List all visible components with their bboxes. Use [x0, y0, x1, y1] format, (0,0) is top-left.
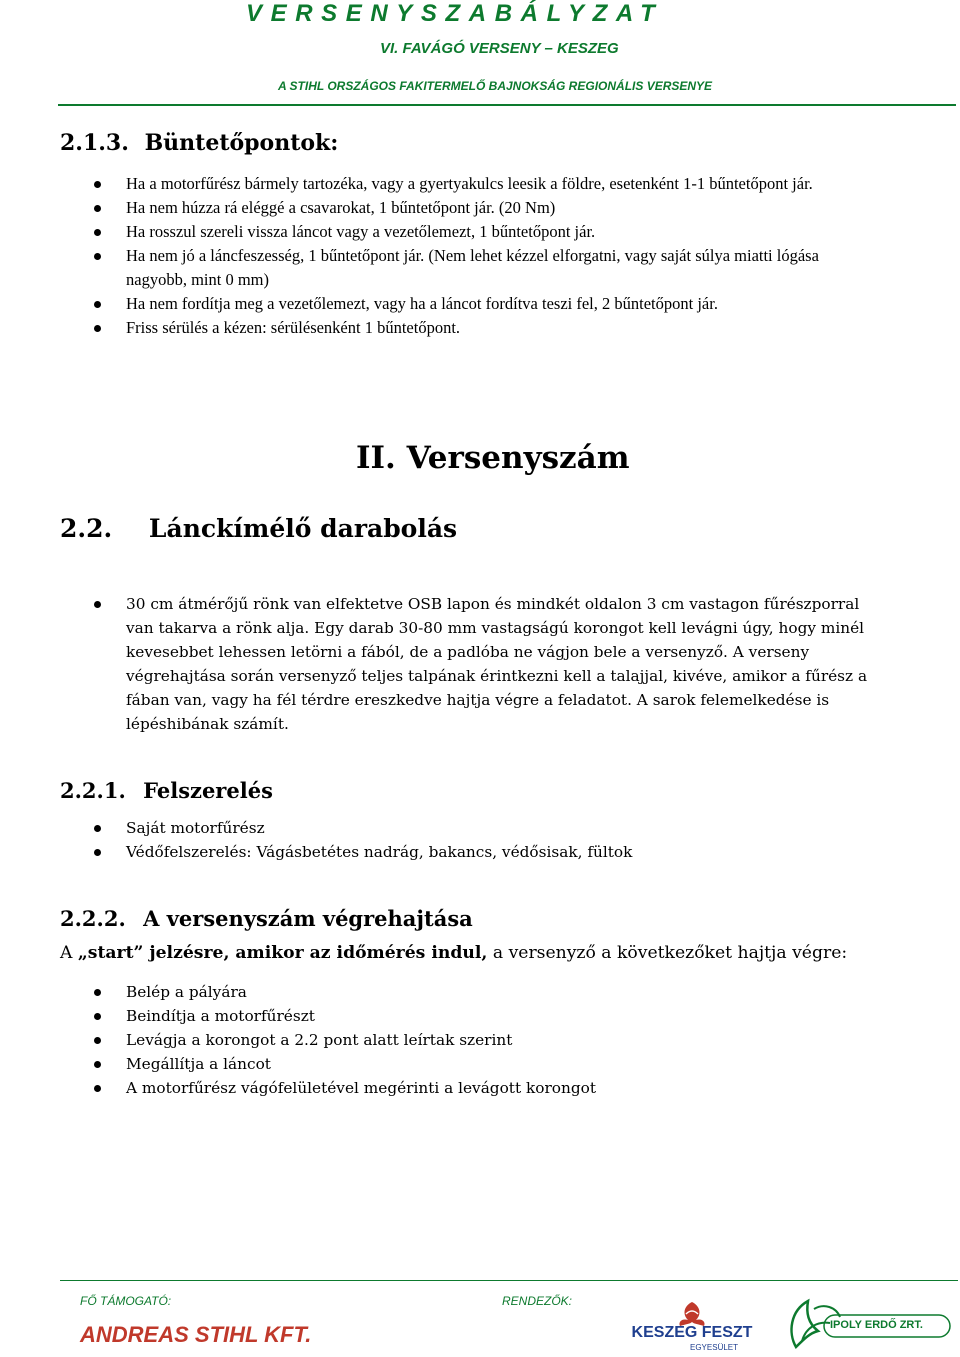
keszeg-feszt-logo	[626, 1300, 758, 1352]
section-number: 2.2.1.	[60, 778, 126, 803]
ipoly-erdo-logo	[784, 1293, 954, 1353]
sponsor-name: ANDREAS STIHL KFT.	[80, 1322, 312, 1347]
list-item: Levágja a korongot a 2.2 pont alatt leírtak szerint	[92, 1028, 912, 1052]
penalty-list	[92, 172, 912, 340]
section-221-heading	[60, 778, 273, 803]
section-title: Lánckímélő darabolás	[148, 514, 458, 543]
versenyszam-heading: II. Versenyszám	[356, 440, 630, 476]
header-divider	[58, 104, 956, 106]
section-222-intro: A „start” jelzésre, amikor az időmérés indul, a versenyző a következőket hajtja végre:	[60, 943, 848, 963]
section-number: 2.1.3.	[60, 130, 129, 156]
organizers-label: RENDEZŐK:	[502, 1294, 573, 1308]
list-item: A motorfűrész vágófelületével megérinti a levágott korongot	[92, 1076, 912, 1100]
list-item: Belép a pályára	[92, 980, 912, 1004]
section-213-heading	[60, 130, 338, 156]
document-title: VERSENYSZABÁLYZAT	[246, 0, 664, 27]
section-title: A versenyszám végrehajtása	[143, 906, 473, 931]
list-item: Ha nem jó a láncfeszesség, 1 bűntetőpont jár. (Nem lehet kézzel elforgatni, vagy saját súlya miatti lógása nagyobb, mint 0 mm)	[92, 244, 876, 292]
list-item: Ha nem húzza rá eléggé a csavarokat, 1 bűntetőpont jár. (20 Nm)	[92, 196, 912, 220]
list-item: Védőfelszerelés: Vágásbetétes nadrág, bakancs, védősisak, fültok	[92, 840, 912, 864]
list-item: Friss sérülés a kézen: sérülésenként 1 bűntetőpont.	[92, 316, 912, 340]
list-item: Megállítja a láncot	[92, 1052, 912, 1076]
keszeg-feszt-name: KESZEG FESZT	[631, 1324, 753, 1341]
keszeg-feszt-sub: EGYESÜLET	[690, 1343, 739, 1352]
section-title: Felszerelés	[143, 778, 273, 803]
section-title: Büntetőpontok:	[144, 130, 339, 156]
section-22-list	[92, 592, 912, 736]
section-22-heading	[60, 514, 457, 543]
document-tagline: A STIHL ORSZÁGOS FAKITERMELŐ BAJNOKSÁG REGIONÁLIS VERSENYE	[278, 79, 713, 93]
document-subtitle: VI. FAVÁGÓ VERSENY – KESZEG	[380, 40, 619, 57]
start-signal-text: „start” jelzésre, amikor az időmérés indul,	[77, 943, 488, 963]
list-item: 30 cm átmérőjű rönk van elfektetve OSB lapon és mindkét oldalon 3 cm vastagon fűrészporral van takarva a rönk alja. Egy darab 30-80 mm vastagságú korongot kell levágni úgy, hogy minél kevesebbet lehessen letörni a fából, de a padlóba ne vágjon bele a versenyző. A verseny végrehajtása során versenyző teljes talpának érintkezni kell a talajjal, kivéve, amikor a fűrész a fában van, vagy ha fél térdre ereszkedve hajtja végre a feladatot. A sarok felemelkedése is lépéshibának számít.	[92, 592, 886, 736]
list-item: Saját motorfűrész	[92, 816, 912, 840]
section-number: 2.2.	[60, 514, 113, 543]
footer-divider	[60, 1280, 958, 1281]
equipment-list	[92, 816, 912, 864]
section-222-heading	[60, 906, 473, 931]
list-item: Ha a motorfűrész bármely tartozéka, vagy a gyertyakulcs leesik a földre, esetenként 1-1 bűntetőpont jár.	[92, 172, 886, 196]
ipoly-erdo-name: IPOLY ERDŐ ZRT.	[830, 1319, 923, 1331]
list-item: Ha nem fordítja meg a vezetőlemezt, vagy ha a láncot fordítva teszi fel, 2 bűntetőpont jár.	[92, 292, 912, 316]
list-item: Beindítja a motorfűrészt	[92, 1004, 912, 1028]
list-item: Ha rosszul szereli vissza láncot vagy a vezetőlemezt, 1 bűntetőpont jár.	[92, 220, 912, 244]
execution-steps-list	[92, 980, 912, 1100]
sponsor-label: FŐ TÁMOGATÓ:	[80, 1294, 172, 1308]
section-number: 2.2.2.	[60, 906, 126, 931]
